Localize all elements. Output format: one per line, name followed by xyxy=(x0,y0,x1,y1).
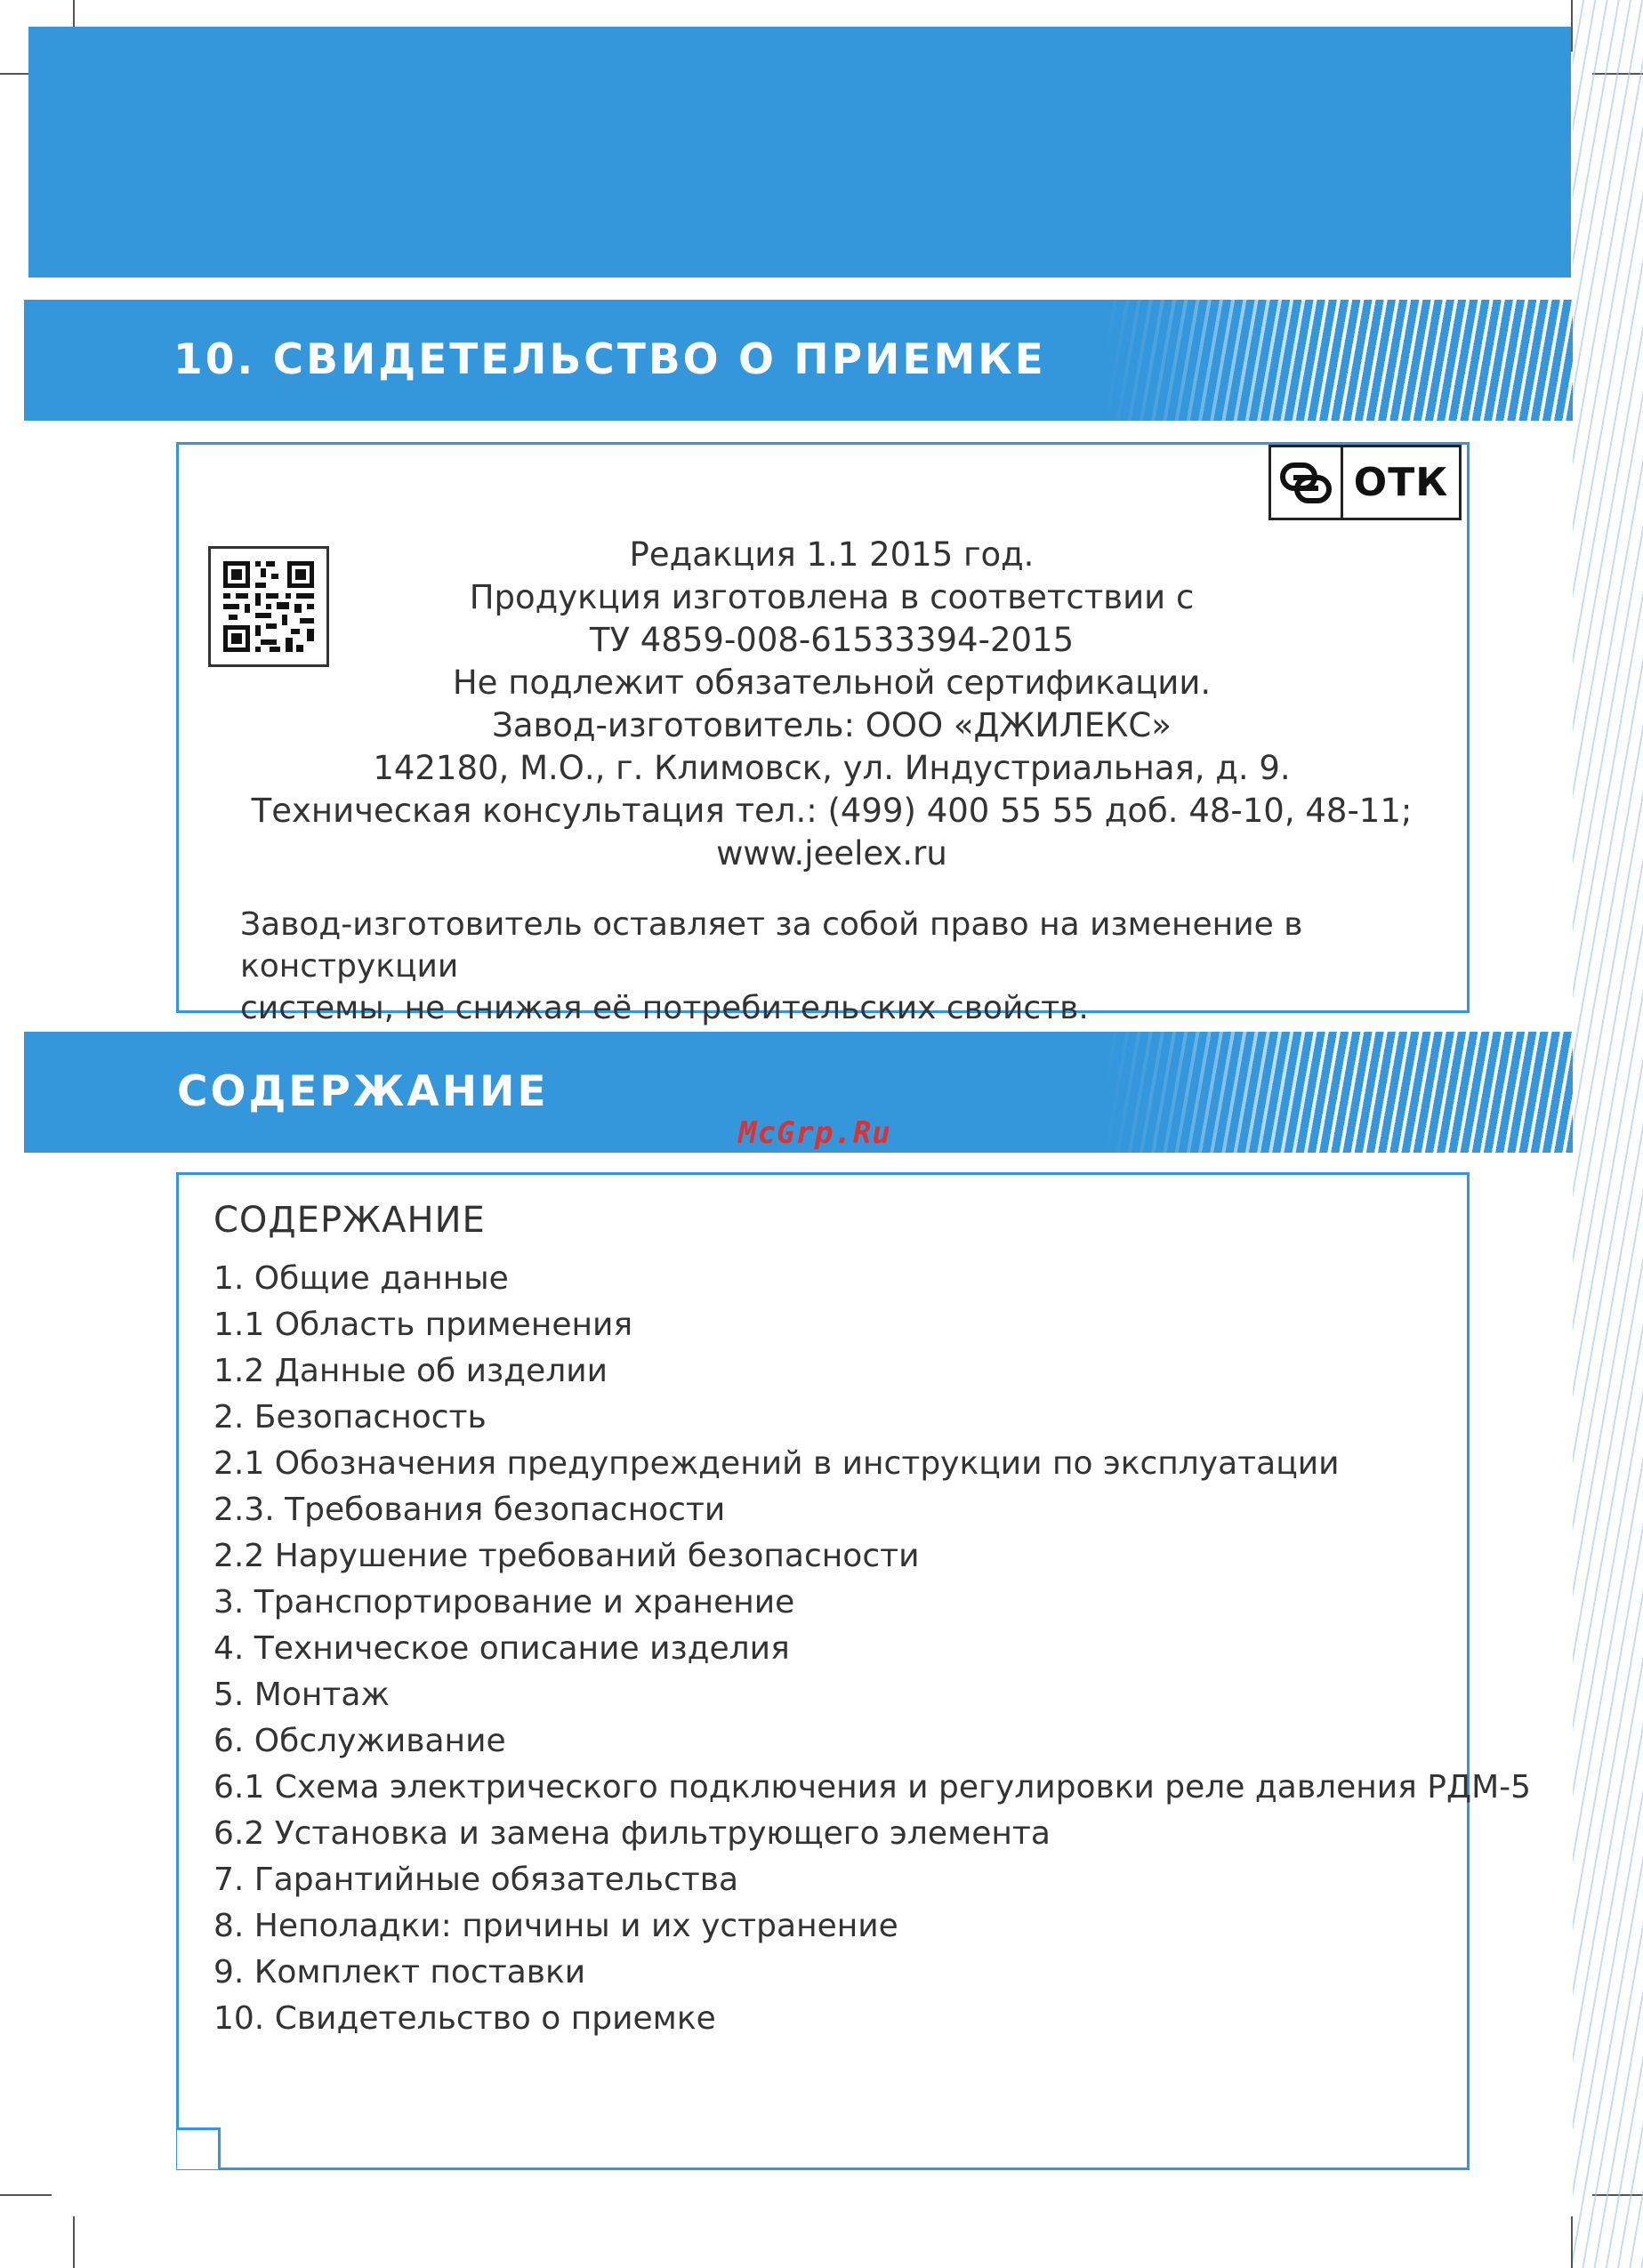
table-of-contents xyxy=(213,1256,1531,2042)
crop-mark xyxy=(0,2194,52,2196)
compliance-line: Продукция изготовлена в соответствии с xyxy=(469,578,1195,616)
toc-item[interactable]: 6.2 Установка и замена фильтрующего элемента xyxy=(213,1815,1051,1852)
note-line: Завод-изготовитель оставляет за собой право на изменение в конструкции xyxy=(240,906,1303,985)
certification-line: Не подлежит обязательной сертификации. xyxy=(452,664,1212,702)
toc-item[interactable]: 2. Безопасность xyxy=(213,1399,487,1436)
top-blue-band xyxy=(28,27,1571,277)
tu-line: ТУ 4859-008-61533394-2015 xyxy=(589,621,1075,659)
otk-logo-icon xyxy=(1271,447,1343,518)
manufacturer-line: Завод-изготовитель: ООО «ДЖИЛЕКС» xyxy=(492,706,1172,744)
toc-item[interactable]: 6.1 Схема электрического подключения и регулировки реле давления РДМ-5 xyxy=(213,1769,1532,1806)
toc-item[interactable]: 5. Монтаж xyxy=(213,1677,390,1713)
toc-item[interactable]: 6. Обслуживание xyxy=(213,1723,506,1759)
note-line: системы, не снижая её потребительских свойств. xyxy=(240,990,1089,1026)
contents-section-title: СОДЕРЖАНИЕ xyxy=(177,1067,549,1116)
contents-box-notch xyxy=(177,2127,221,2169)
edge-hatch-decoration xyxy=(1573,0,1643,2268)
phone-line: Техническая консультация тел.: (499) 400 55 55 доб. 48-10, 48-11; xyxy=(251,792,1413,830)
otk-label: ОТК xyxy=(1353,460,1449,505)
toc-item[interactable]: 9. Комплект поставки xyxy=(213,1954,586,1991)
toc-heading: СОДЕРЖАНИЕ xyxy=(213,1200,486,1241)
certificate-section-title: 10. СВИДЕТЕЛЬСТВО О ПРИЕМКЕ xyxy=(173,335,1046,384)
toc-item[interactable]: 7. Гарантийные обязательства xyxy=(213,1862,739,1898)
certificate-section-header xyxy=(24,300,1573,421)
crop-mark xyxy=(73,2216,75,2268)
toc-item[interactable]: 2.3. Требования безопасности xyxy=(213,1492,726,1528)
website-link[interactable]: www.jeelex.ru xyxy=(716,834,947,873)
toc-item[interactable]: 1.2 Данные об изделии xyxy=(213,1353,608,1389)
toc-item[interactable]: 4. Техническое описание изделия xyxy=(213,1630,790,1667)
toc-item[interactable]: 2.1 Обозначения предупреждений в инструкции по эксплуатации xyxy=(213,1445,1340,1482)
toc-item[interactable]: 3. Транспортирование и хранение xyxy=(213,1584,795,1621)
manufacturer-note xyxy=(240,904,1468,1029)
edition-line: Редакция 1.1 2015 год. xyxy=(629,535,1035,574)
certificate-details xyxy=(205,534,1459,875)
address-line: 142180, М.О., г. Климовск, ул. Индустриальная, д. 9. xyxy=(373,749,1291,787)
toc-item[interactable]: 1. Общие данные xyxy=(213,1260,509,1297)
toc-item[interactable]: 10. Свидетельство о приемке xyxy=(213,2000,716,2037)
otk-stamp xyxy=(1268,445,1462,520)
watermark: McGrp.Ru xyxy=(738,1115,891,1151)
header-hatch-decoration xyxy=(1106,300,1573,421)
toc-item[interactable]: 1.1 Область применения xyxy=(213,1307,633,1343)
header-hatch-decoration xyxy=(1106,1032,1573,1153)
toc-item[interactable]: 2.2 Нарушение требований безопасности xyxy=(213,1538,920,1574)
toc-item[interactable]: 8. Неполадки: причины и их устранение xyxy=(213,1908,898,1944)
